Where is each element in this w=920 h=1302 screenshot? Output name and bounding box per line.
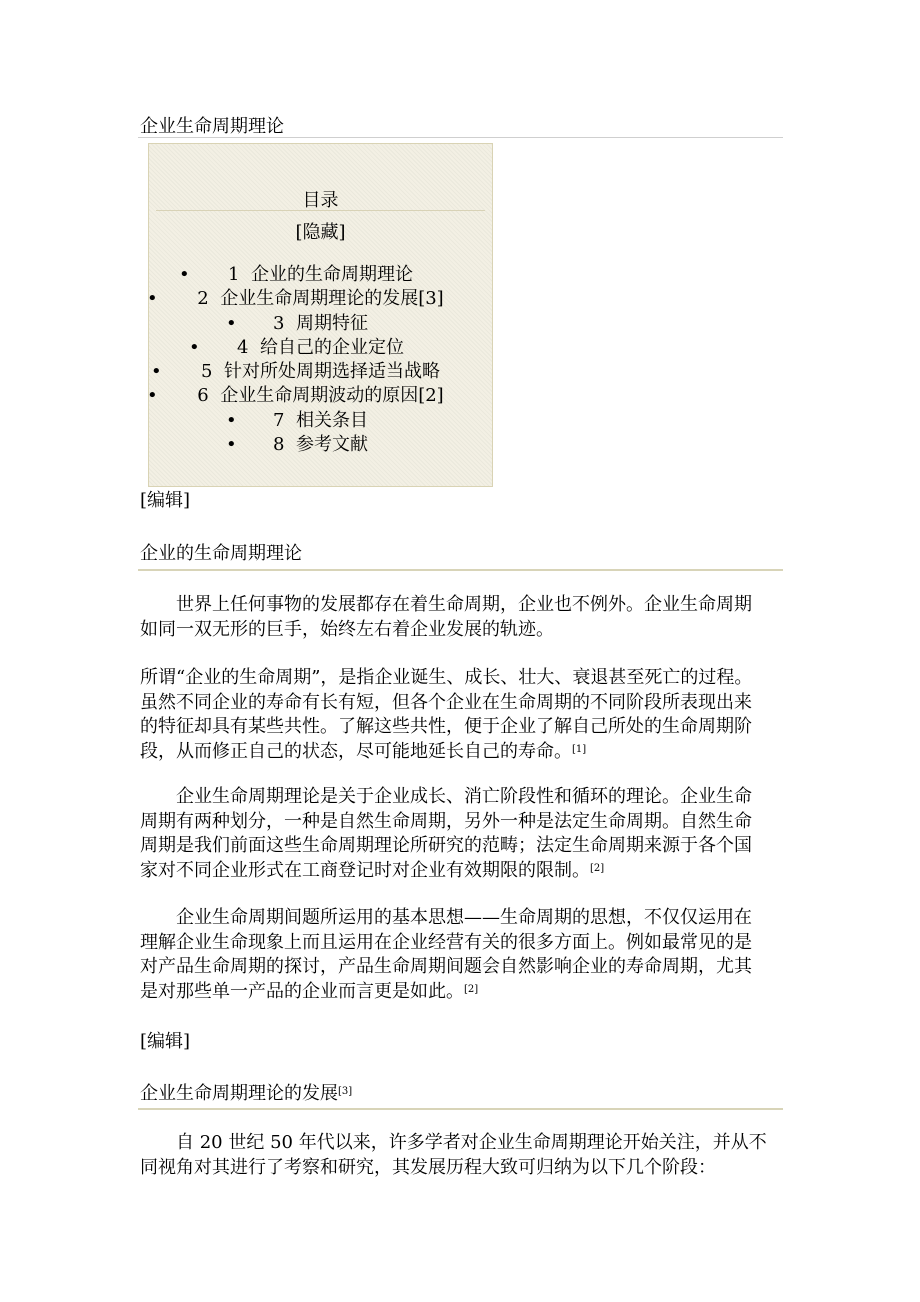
text-line: 所谓“企业的生命周期”，是指企业诞生、成长、壮大、衰退甚至死亡的过程。	[140, 667, 753, 688]
bullet-icon: •	[147, 385, 158, 407]
toc-divider	[156, 210, 485, 211]
text-line: 是对那些单一产品的企业而言更是如此。[2]	[140, 980, 479, 1002]
text-line: 段，从而修正自己的状态，尽可能地延长自己的寿命。[1]	[140, 740, 587, 762]
toc-item[interactable]	[149, 336, 492, 360]
edit-link[interactable]: [编辑]	[140, 1031, 191, 1052]
text-line: 周期是我们前面这些生命周期理论所研究的范畴；法定生命周期来源于各个国	[140, 835, 752, 856]
paragraph	[140, 906, 790, 1004]
toc-item[interactable]	[149, 360, 492, 384]
citation-link[interactable]: [3]	[338, 1086, 353, 1097]
toc-item-label: 4 给自己的企业定位	[237, 336, 404, 358]
paragraph	[140, 593, 790, 642]
text-line: 世界上任何事物的发展都存在着生命周期，企业也不例外。企业生命周期	[176, 594, 752, 615]
citation-link[interactable]: [2]	[590, 862, 605, 874]
toc-list	[149, 263, 492, 457]
toc-item-label: 3 周期特征	[273, 312, 368, 334]
edit-link[interactable]: [编辑]	[140, 490, 191, 511]
toc-item[interactable]	[149, 287, 492, 311]
text-line: 同视角对其进行了考察和研究，其发展历程大致可归纳为以下几个阶段：	[140, 1156, 716, 1178]
toc-item[interactable]	[149, 263, 492, 287]
toc-item[interactable]	[149, 384, 492, 408]
paragraph	[140, 785, 790, 883]
bullet-icon: •	[179, 264, 190, 285]
page-title: 企业生命周期理论	[140, 116, 284, 137]
text-line: 的特征却具有某些共性。了解这些共性，便于企业了解自己所处的生命周期阶	[140, 716, 752, 737]
bullet-icon: •	[151, 361, 162, 383]
toc-hide-toggle[interactable]: [隐藏]	[295, 222, 346, 243]
bullet-icon: •	[147, 288, 158, 310]
text-line: 自 20 世纪 50 年代以来，许多学者对企业生命周期理论开始关注，并从不	[176, 1132, 767, 1153]
table-of-contents	[148, 143, 493, 487]
bullet-icon: •	[226, 312, 237, 334]
text-line: 企业生命周期理论是关于企业成长、消亡阶段性和循环的理论。企业生命	[176, 786, 752, 807]
title-divider	[138, 137, 783, 138]
text-line: 家对不同企业形式在工商登记时对企业有效期限的限制。[2]	[140, 859, 605, 881]
toc-item[interactable]	[149, 312, 492, 336]
section-heading	[140, 1083, 783, 1105]
toc-item[interactable]	[149, 433, 492, 457]
section-heading-text: 企业生命周期理论的发展	[140, 1083, 338, 1104]
citation-link[interactable]: [1]	[572, 743, 587, 755]
toc-item-label: 5 针对所处周期选择适当战略	[201, 361, 440, 383]
toc-heading: 目录	[302, 190, 339, 211]
text-line: 理解企业生命现象上而且运用在企业经营有关的很多方面上。例如最常见的是	[140, 931, 752, 953]
paragraph	[140, 666, 790, 764]
bullet-icon: •	[189, 336, 200, 358]
section-divider	[138, 1108, 783, 1110]
section-heading: 企业的生命周期理论	[140, 543, 302, 564]
toc-item-label: 8 参考文献	[273, 434, 368, 456]
toc-item-label: 7 相关条目	[273, 409, 368, 431]
toc-item[interactable]	[149, 409, 492, 433]
text-line: 虽然不同企业的寿命有长有短，但各个企业在生命周期的不同阶段所表现出来	[140, 691, 752, 713]
paragraph	[140, 1131, 790, 1180]
citation-link[interactable]: [2]	[464, 983, 479, 995]
text-line: 对产品生命周期的探讨，产品生命周期间题会自然影响企业的寿命周期，尤其	[140, 956, 752, 977]
toc-item-label: 1 企业的生命周期理论	[228, 264, 413, 285]
bullet-icon: •	[226, 434, 237, 456]
section-divider	[138, 569, 783, 571]
text-line: 如同一双无形的巨手，始终左右着企业发展的轨迹。	[140, 618, 554, 640]
toc-item-label: 2 企业生命周期理论的发展[3]	[197, 288, 444, 310]
bullet-icon: •	[226, 409, 237, 431]
toc-item-label: 6 企业生命周期波动的原因[2]	[197, 385, 444, 407]
text-line: 企业生命周期间题所运用的基本思想——生命周期的思想，不仅仅运用在	[176, 907, 752, 928]
text-line: 周期有两种划分，一种是自然生命周期，另外一种是法定生命周期。自然生命	[140, 810, 752, 832]
